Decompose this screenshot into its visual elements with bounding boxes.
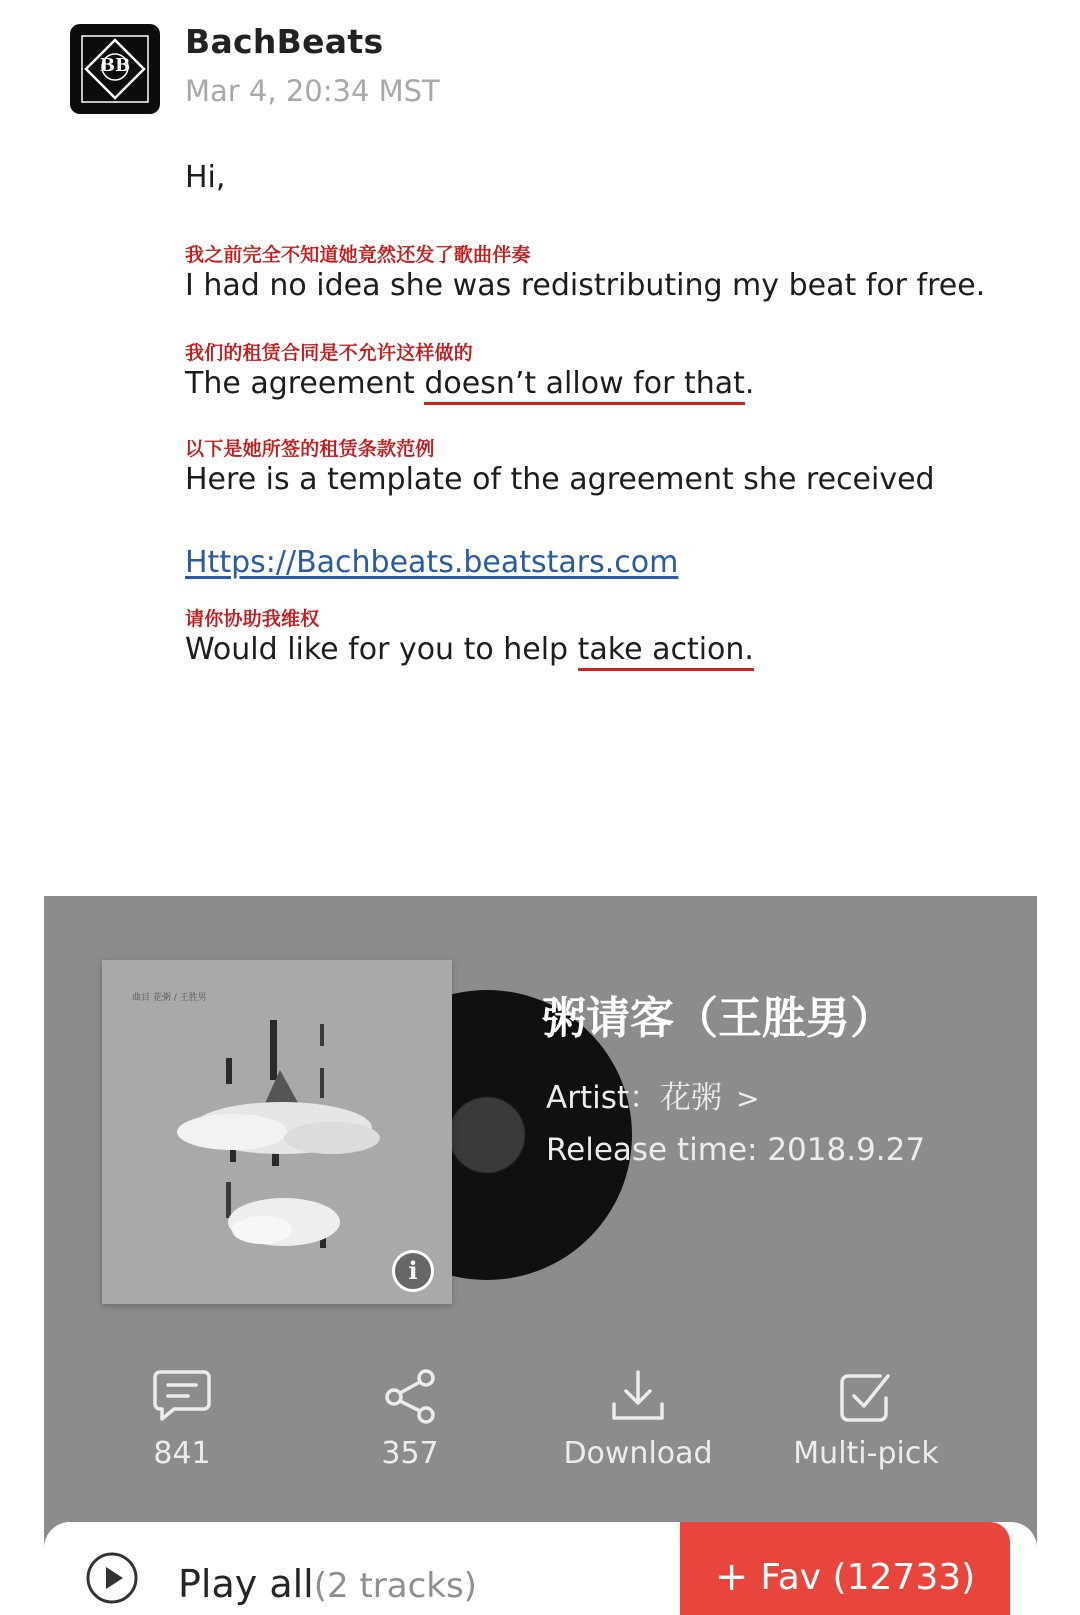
message-line-3: Here is a template of the agreement she received [185,462,935,497]
greeting: Hi, [185,160,226,195]
download-label: Download [563,1436,713,1471]
cover-caption: 曲目 花粥 / 王胜男 [132,993,207,1003]
track-count: (2 tracks) [313,1566,477,1606]
annotation-2: 我们的租赁合同是不允许这样做的 [185,342,474,364]
line-2-period: . [744,366,755,401]
fav-label: Fav (12733) [760,1556,976,1598]
release-date: 2018.9.27 [767,1132,926,1168]
cover-artwork [102,960,452,1304]
share-button[interactable] [300,1368,520,1508]
message-line-4 [185,632,754,667]
action-row [44,1368,1037,1508]
comment-button[interactable] [72,1368,292,1508]
artist-name: 花粥 [660,1080,723,1116]
release-time [546,1132,925,1168]
plus-icon: + [714,1554,749,1600]
annotation-1: 我之前完全不知道她竟然还发了歌曲伴奏 [185,244,531,266]
download-button[interactable] [528,1368,748,1508]
logo-text: BB [99,55,131,76]
sender-name[interactable]: BachBeats [185,22,384,61]
annotation-3: 以下是她所签的租赁条款范例 [185,438,435,460]
underlined-phrase: doesn’t allow for that [424,366,745,405]
release-label: Release time: [546,1132,768,1168]
album-art[interactable] [102,960,522,1310]
comment-icon [152,1368,212,1424]
album-cover[interactable] [102,960,452,1304]
underlined-phrase-action: take action. [578,632,754,671]
beatstars-link[interactable]: Https://Bachbeats.beatstars.com [185,545,679,580]
multi-pick-icon [836,1368,896,1424]
album-title: 粥请客（王胜男） [542,993,894,1044]
sender-avatar[interactable] [70,24,160,114]
message-line-1: I had no idea she was redistributing my beat for free. [185,268,986,303]
message-timestamp: Mar 4, 20:34 MST [185,74,440,108]
play-all-button[interactable] [178,1562,477,1606]
share-count: 357 [381,1436,439,1471]
message-line-2 [185,366,754,401]
annotation-4: 请你协助我维权 [185,608,320,630]
bottom-bar [44,1522,1037,1615]
chevron-right-icon: > [736,1082,760,1115]
share-icon [380,1368,440,1424]
fav-button[interactable] [680,1522,1010,1615]
line-2-text: The agreement [185,366,425,401]
download-icon [608,1368,668,1424]
line-4-text: Would like for you to help [185,632,578,667]
play-all-icon[interactable] [84,1550,140,1606]
play-all-label: Play all [178,1562,314,1606]
info-icon[interactable]: i [392,1250,434,1292]
comment-count: 841 [153,1436,211,1471]
album-panel [44,896,1037,1615]
artist-link[interactable] [546,1072,760,1117]
artist-label: Artist： [546,1080,661,1116]
multi-pick-button[interactable] [756,1368,976,1508]
multi-pick-label: Multi-pick [793,1436,939,1471]
